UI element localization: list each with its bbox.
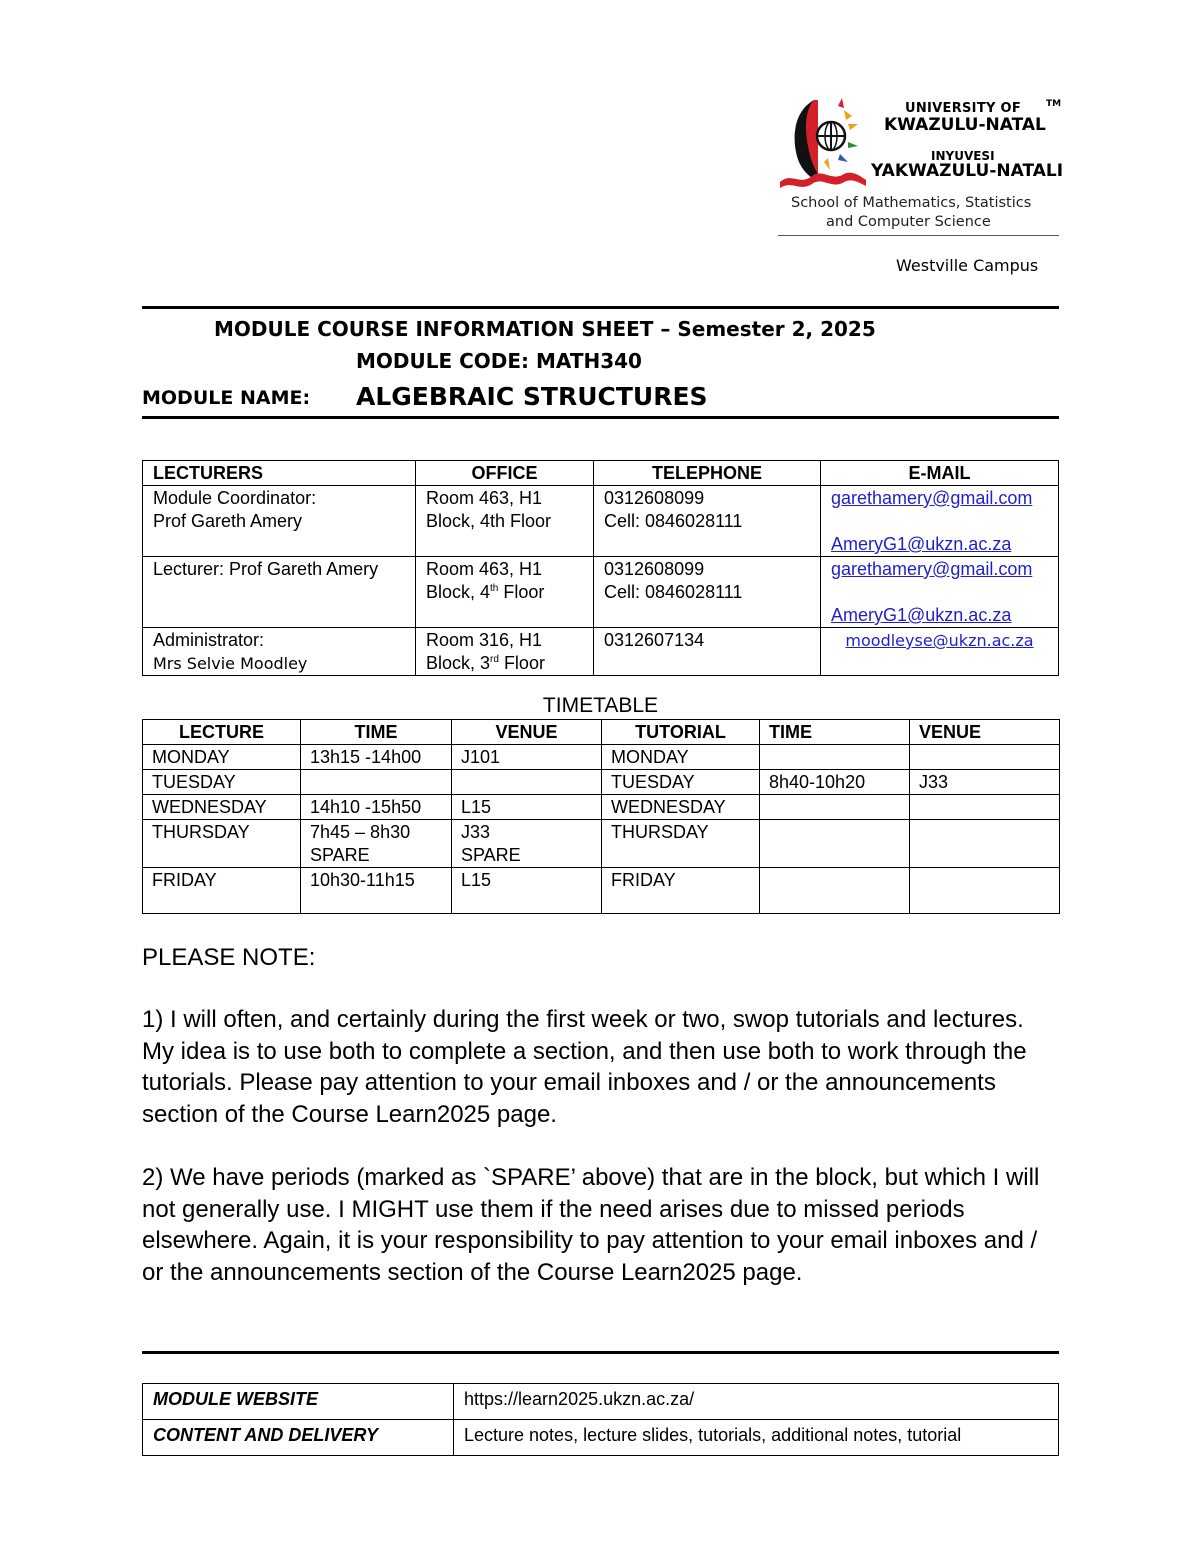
col-header-lecturers: LECTURERS [143,461,416,486]
table-cell [910,820,1060,868]
table-row [143,868,1060,914]
col-header-office: OFFICE [416,461,594,486]
table-cell: J33 SPARE [452,820,602,868]
table-cell [760,795,910,820]
telephone-cell-number: Cell: 0846028111 [604,582,743,602]
col-header-venue: VENUE [452,720,602,745]
table-cell [910,868,1060,914]
table-cell: FRIDAY [143,868,301,914]
table-cell: 10h30-11h15 [301,868,452,914]
table-cell [760,868,910,914]
table-row [143,557,1059,628]
office-line-2: Block, 4th Floor [426,511,552,531]
logo-text-inyuvesi: INYUVESI [931,149,995,163]
email-link[interactable]: AmeryG1@ukzn.ac.za [831,534,1012,554]
telephone-office: 0312608099 [604,559,705,579]
table-row [143,745,1060,770]
lecturer-name: Prof Gareth Amery [153,511,303,531]
info-label: CONTENT AND DELIVERY [143,1420,454,1456]
logo-divider [778,235,1059,236]
table-cell: THURSDAY [602,820,760,868]
campus-name: Westville Campus [896,256,1039,275]
office-line-1: Room 316, H1 [426,630,543,650]
email-link[interactable]: garethamery@gmail.com [831,488,1033,508]
table-cell: TUESDAY [143,770,301,795]
table-cell: J33 [910,770,1060,795]
table-cell: 13h15 -14h00 [301,745,452,770]
lecturer-role: Administrator: [153,630,265,650]
office-cell [416,557,594,628]
table-row [143,770,1060,795]
header-bottom-rule [142,416,1059,419]
table-cell: MONDAY [143,745,301,770]
table-cell: 7h45 – 8h30 SPARE [301,820,452,868]
module-info-table [142,1383,1059,1456]
telephone-cell [594,486,821,557]
note-paragraph-2: 2) We have periods (marked as `SPARE’ above) that are in the block, but which I will not generally use. I MIGHT use them if the need arises due to missed periods elsewhere. Again, it is your responsibility to pay attention to your email inboxes and / or the announcements section of the Course Learn2025 page. [142,1164,1040,1286]
table-cell: WEDNESDAY [143,795,301,820]
lecturer-role: Lecturer: Prof Gareth Amery [153,559,379,579]
table-cell [760,745,910,770]
lecturer-cell [143,486,416,557]
telephone-cell [594,628,821,676]
lecturer-name: Mrs Selvie Moodley [153,654,308,673]
lecturer-role: Module Coordinator: [153,488,317,508]
logo-trademark: TM [1046,99,1062,109]
notes-heading: PLEASE NOTE: [142,944,316,971]
col-header-tutorial: TUTORIAL [602,720,760,745]
telephone-office: 0312607134 [604,630,705,650]
table-cell: L15 [452,868,602,914]
lecturer-cell [143,628,416,676]
table-cell [760,820,910,868]
module-website-url[interactable]: https://learn2025.ukzn.ac.za/ [454,1384,1059,1420]
col-header-telephone: TELEPHONE [594,461,821,486]
table-row [143,1384,1059,1420]
spare-label: SPARE [461,845,521,865]
table-header-row [143,720,1060,745]
table-cell: THURSDAY [143,820,301,868]
table-cell: 14h10 -15h50 [301,795,452,820]
col-header-email: E-MAIL [821,461,1059,486]
school-name-line-2: and Computer Science [826,214,991,230]
col-header-tutorial-venue: VENUE [910,720,1060,745]
col-header-lecture: LECTURE [143,720,301,745]
email-cell [821,557,1059,628]
info-value: Lecture notes, lecture slides, tutorials, additional notes, tutorial [454,1420,1059,1456]
table-header-row [143,461,1059,486]
office-cell [416,628,594,676]
table-cell: L15 [452,795,602,820]
module-name: ALGEBRAIC STRUCTURES [356,382,708,411]
table-row [143,1420,1059,1456]
email-link[interactable]: moodleyse@ukzn.ac.za [845,631,1034,650]
email-link[interactable]: garethamery@gmail.com [831,559,1033,579]
office-line-2: Block, 3rd Floor [426,653,545,673]
table-row [143,795,1060,820]
office-line-1: Room 463, H1 [426,488,543,508]
module-code: MODULE CODE: MATH340 [356,349,642,373]
logo-text-kwazulu-natal: KWAZULU-NATAL [884,115,1046,135]
table-cell: FRIDAY [602,868,760,914]
table-cell [301,770,452,795]
office-cell [416,486,594,557]
lecturer-cell [143,557,416,628]
logo-text-yakwazulu-natali: YAKWAZULU-NATALI [871,161,1064,181]
table-cell: J101 [452,745,602,770]
spare-label: SPARE [310,845,370,865]
col-header-tutorial-time: TIME [760,720,910,745]
office-line-1: Room 463, H1 [426,559,543,579]
col-header-time: TIME [301,720,452,745]
table-cell [910,745,1060,770]
table-cell: WEDNESDAY [602,795,760,820]
email-cell [821,486,1059,557]
email-link[interactable]: AmeryG1@ukzn.ac.za [831,605,1012,625]
table-cell: TUESDAY [602,770,760,795]
table-row [143,486,1059,557]
sheet-title: MODULE COURSE INFORMATION SHEET – Semester 2, 2025 [214,317,876,341]
table-row [143,820,1060,868]
note-paragraph-1: 1) I will often, and certainly during the first week or two, swop tutorials and lectures. My idea is to use both to complete a section, and then use both to work through the tutorials. Please pay attention to your email inboxes and / or the announcements section of the Course Learn2025 page. [142,1006,1027,1128]
table-cell [452,770,602,795]
header-top-rule [142,306,1059,309]
logo-text-university-of: UNIVERSITY OF [905,101,1022,116]
table-cell [910,795,1060,820]
office-line-2: Block, 4th Floor [426,582,545,602]
timetable-table [142,719,1060,914]
notes-bottom-rule [142,1351,1059,1354]
telephone-office: 0312608099 [604,488,705,508]
module-name-label: MODULE NAME: [142,387,311,409]
info-label: MODULE WEBSITE [143,1384,454,1420]
school-name-line-1: School of Mathematics, Statistics [791,195,1032,211]
table-cell: 8h40-10h20 [760,770,910,795]
ukzn-shield-icon [780,98,866,188]
email-cell [821,628,1059,676]
timetable-title: TIMETABLE [542,694,659,717]
telephone-cell [594,557,821,628]
table-cell: MONDAY [602,745,760,770]
lecturers-table [142,460,1059,676]
telephone-cell-number: Cell: 0846028111 [604,511,743,531]
table-row [143,628,1059,676]
